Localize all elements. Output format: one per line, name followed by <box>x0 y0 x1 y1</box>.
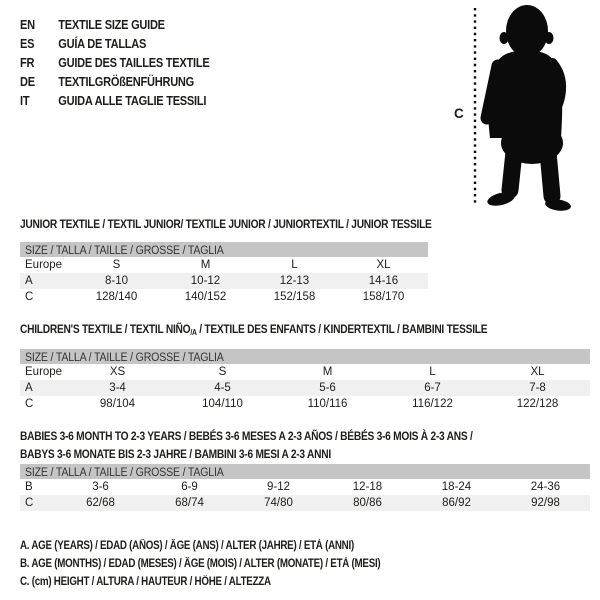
babies-textile-table <box>20 427 590 511</box>
height-cell: 68/74 <box>175 497 204 509</box>
age-cell: 9-12 <box>266 481 291 493</box>
age-cell: 12-13 <box>279 275 310 287</box>
size-cell: XL <box>376 259 391 271</box>
age-cell: 8-10 <box>104 275 129 287</box>
age-cell: 6-7 <box>424 382 441 394</box>
row-label: B <box>25 481 33 493</box>
size-cell: S <box>218 366 227 378</box>
age-cell: 12-18 <box>352 481 383 493</box>
title-subscript: /A <box>190 328 197 337</box>
size-header-label: SIZE / TALLA / TAILLE / GRÖSSE / TAGLIA <box>25 352 224 364</box>
table-row-europe <box>20 257 428 273</box>
height-cell: 110/116 <box>307 398 348 410</box>
age-cell: 6-9 <box>181 481 198 493</box>
row-label: C <box>25 398 34 410</box>
height-cell: 116/122 <box>412 398 453 410</box>
height-cell: 128/140 <box>95 291 138 303</box>
row-label: A <box>25 275 33 287</box>
guide-title-en: TEXTILE SIZE GUIDE <box>58 17 165 32</box>
table-row-height <box>20 289 428 305</box>
age-cell: 18-24 <box>441 481 472 493</box>
size-cell: S <box>112 259 121 271</box>
age-cell: 5-6 <box>319 382 336 394</box>
age-cell: 14-16 <box>368 275 399 287</box>
row-label: C <box>25 291 34 303</box>
baby-silhouette <box>486 5 572 212</box>
height-figure <box>440 0 600 215</box>
title-line-2: BABYS 3-6 MONATE BIS 2-3 JAHRE / BAMBINI 3-6 MESI A 2-3 ANNI <box>20 447 331 461</box>
table-row-age-months <box>20 479 590 495</box>
height-cell: 140/152 <box>184 291 227 303</box>
legend-height-cm: C. (cm) HEIGHT / ALTURA / HAUTEUR / HÖHE / ALTEZZA <box>20 576 271 588</box>
height-cell: 80/86 <box>353 497 382 509</box>
language-row-es <box>20 34 209 53</box>
size-cell: M <box>322 366 333 378</box>
measurement-legend <box>20 537 444 591</box>
size-cell: XL <box>530 366 545 378</box>
language-code: FR <box>20 55 35 70</box>
guide-title-de: TEXTILGRÖßENFÜHRUNG <box>58 74 194 89</box>
age-cell: 24-36 <box>530 481 561 493</box>
height-cell: 98/104 <box>99 398 136 410</box>
age-cell: 10-12 <box>190 275 221 287</box>
size-cell: M <box>200 259 211 271</box>
language-row-en <box>20 15 209 34</box>
age-cell: 3-6 <box>92 481 109 493</box>
language-title-block <box>20 15 243 110</box>
language-row-de <box>20 72 209 91</box>
height-cell: 62/68 <box>86 497 115 509</box>
age-cell: 3-4 <box>109 382 126 394</box>
junior-textile-table <box>20 217 432 305</box>
table-row-europe <box>20 364 590 380</box>
table-row-age <box>20 273 428 289</box>
babies-table-title <box>20 427 590 463</box>
junior-table-title: JUNIOR TEXTILE / TEXTIL JUNIOR/ TEXTILE JUNIOR / JUNIORTEXTIL / JUNIOR TESSILE <box>20 217 432 231</box>
height-cell: 92/98 <box>531 497 560 509</box>
height-cell: 74/80 <box>264 497 293 509</box>
language-code: ES <box>20 36 35 51</box>
size-cell: XS <box>109 366 126 378</box>
guide-title-fr: GUIDE DES TAILLES TEXTILE <box>58 55 210 70</box>
size-header-label: SIZE / TALLA / TAILLE / GRÖSSE / TAGLIA <box>25 245 224 257</box>
height-measure-label: C <box>454 106 464 121</box>
table-row-height <box>20 396 590 412</box>
language-code: EN <box>20 17 35 32</box>
baby-silhouette-graphic <box>440 0 600 215</box>
size-header-label: SIZE / TALLA / TAILLE / GRÖSSE / TAGLIA <box>25 467 224 479</box>
height-cell: 122/128 <box>516 398 559 410</box>
size-header-bar <box>20 464 590 479</box>
language-row-fr <box>20 53 209 72</box>
row-label: C <box>25 497 34 509</box>
height-cell: 152/158 <box>273 291 316 303</box>
size-cell: L <box>291 259 298 271</box>
row-label: A <box>25 382 33 394</box>
legend-age-years: A. AGE (YEARS) / EDAD (AÑOS) / ÂGE (ANS) / ALTER (JAHRE) / ETÀ (ANNI) <box>20 540 354 552</box>
title-text: / TEXTILE DES ENFANTS / KINDERTEXTIL / BAMBINI TESSILE <box>196 322 488 336</box>
size-cell: L <box>429 366 436 378</box>
title-text: CHILDREN'S TEXTILE / TEXTIL NIÑO <box>20 322 191 336</box>
table-row-age <box>20 380 590 396</box>
height-cell: 104/110 <box>202 398 243 410</box>
language-code: DE <box>20 74 35 89</box>
size-header-bar <box>20 242 428 257</box>
row-label: Europe <box>25 259 63 271</box>
guide-title-es: GUÍA DE TALLAS <box>58 36 147 51</box>
legend-age-months: B. AGE (MONTHS) / EDAD (MESES) / ÂGE (MOIS) / ALTER (MONATE) / ETÀ (MESI) <box>20 558 381 570</box>
childrens-table-title <box>20 322 505 340</box>
language-code: IT <box>20 93 30 108</box>
height-cell: 86/92 <box>442 497 471 509</box>
size-header-bar <box>20 349 590 364</box>
age-cell: 4-5 <box>214 382 231 394</box>
title-line-1: BABIES 3-6 MONTH TO 2-3 YEARS / BEBÉS 3-6 MESES A 2-3 AÑOS / BÉBÉS 3-6 MOIS À 2-3 ANS / <box>20 429 473 443</box>
height-cell: 158/170 <box>362 291 405 303</box>
age-cell: 7-8 <box>529 382 546 394</box>
table-row-height <box>20 495 590 511</box>
childrens-textile-table <box>20 322 590 412</box>
row-label: Europe <box>25 366 63 378</box>
guide-title-it: GUIDA ALLE TAGLIE TESSILI <box>58 93 207 108</box>
language-row-it <box>20 91 209 110</box>
